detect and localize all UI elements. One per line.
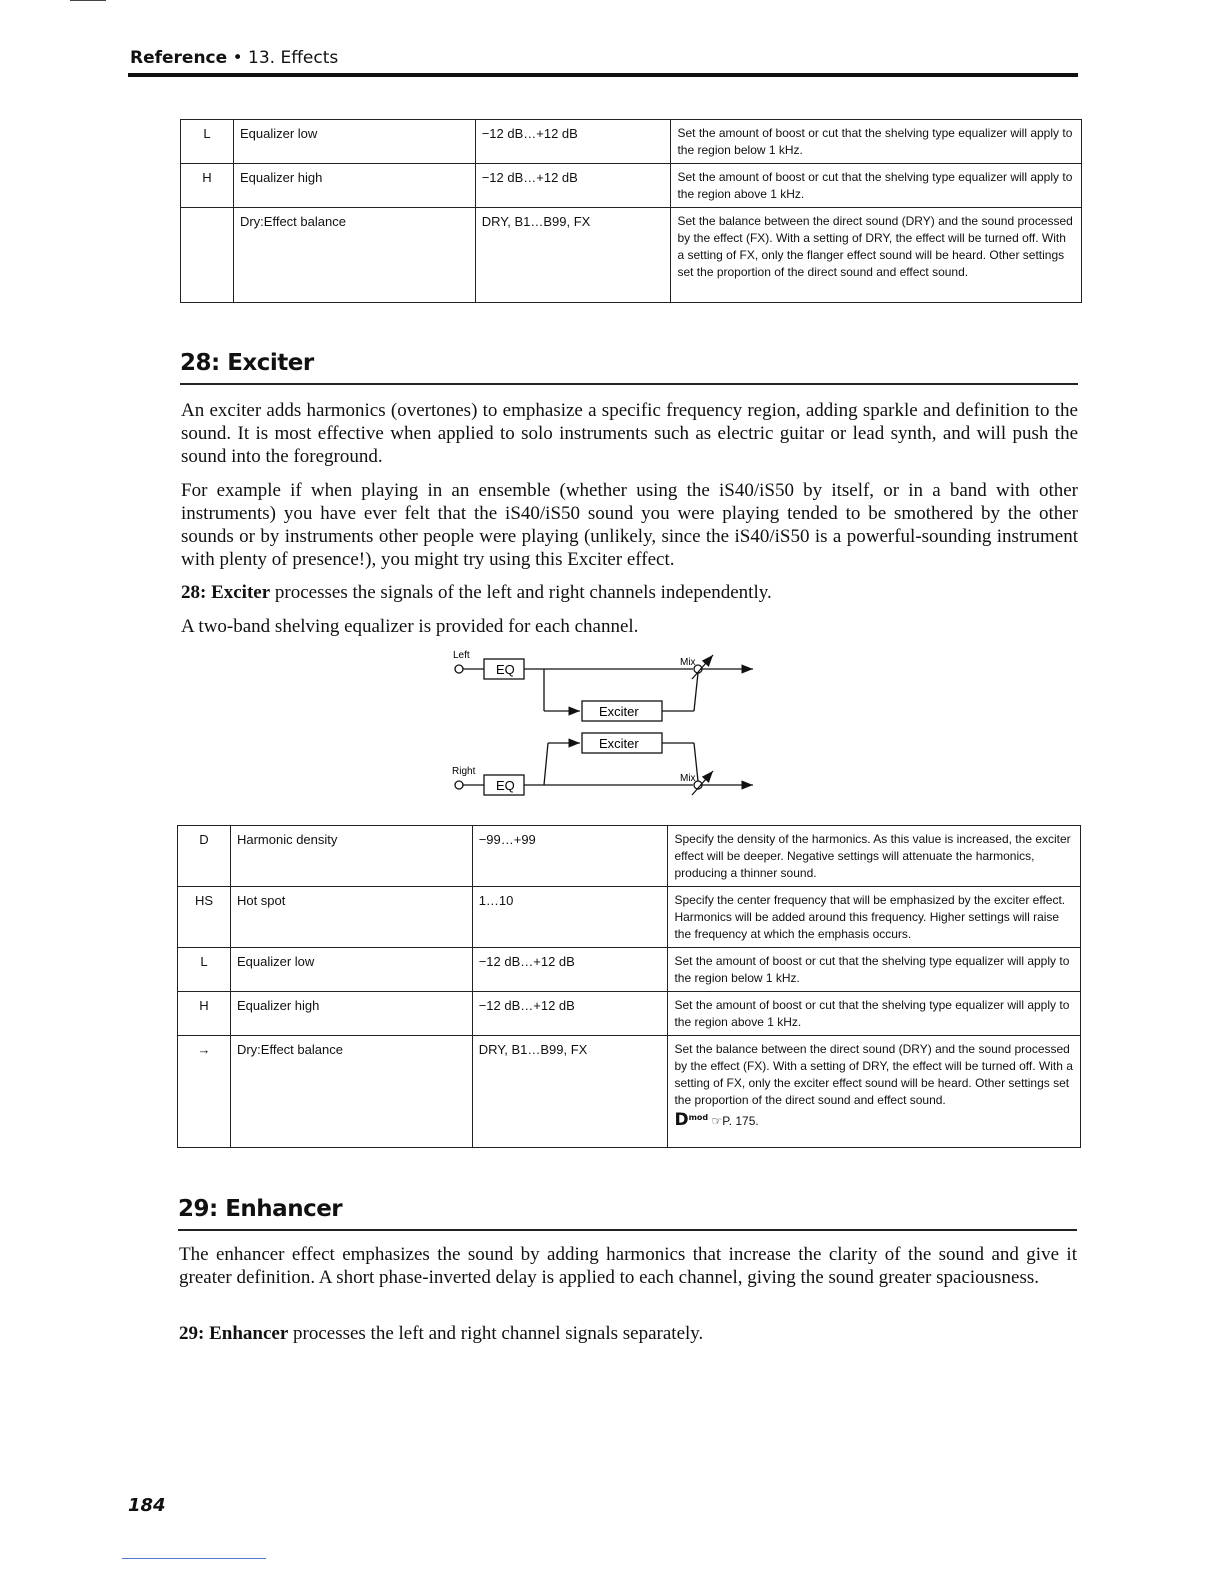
flanger-param-table <box>180 119 1082 303</box>
param-key: H <box>178 992 231 1036</box>
mix-left-label: Mix <box>680 657 696 668</box>
param-range: −12 dB…+12 dB <box>472 948 668 992</box>
param-desc: Set the amount of boost or cut that the shelving type equalizer will apply to the region above 1 kHz. <box>671 164 1082 208</box>
eq-left-label: EQ <box>496 662 515 677</box>
param-key: H <box>181 164 234 208</box>
param-name: Equalizer high <box>233 164 475 208</box>
paragraph-text: processes the left and right channel signals separately. <box>288 1323 704 1344</box>
param-desc: Specify the density of the harmonics. As this value is increased, the exciter effect will be deeper. Negative settings will attenuate the harmonics, producing a thinner sound. <box>668 826 1081 887</box>
exciter-paragraph-1: An exciter adds harmonics (overtones) to emphasize a specific frequency region, adding sparkle and definition to the sound. It is most effective when applied to solo instruments such as electric guitar or lead synth, and will push the sound into the foreground. <box>181 400 1078 467</box>
dmod-reference <box>674 1109 1074 1130</box>
running-header <box>130 48 338 68</box>
header-bullet: • <box>232 48 243 68</box>
param-name: Harmonic density <box>230 826 472 887</box>
exciter-param-table <box>177 825 1081 1148</box>
param-desc: Set the amount of boost or cut that the shelving type equalizer will apply to the region below 1 kHz. <box>668 948 1081 992</box>
footer-line <box>122 1558 266 1559</box>
table-row <box>178 826 1081 887</box>
param-key <box>181 208 234 303</box>
page-reference-link[interactable]: ☞P. 175. <box>711 1114 759 1128</box>
dmod-logo-sup: mod <box>688 1113 709 1122</box>
param-name: Dry:Effect balance <box>230 1036 472 1148</box>
exciter-paragraph-2: For example if when playing in an ensemble (whether using the iS40/iS50 by itself, or in a band with other instruments) you have ever felt that the iS40/iS50 sound you were playing tended to be smothered by the other sounds or by instruments other people were playing (unlikely, since the iS40/iS50 is a powerful-sounding instrument with plenty of presence!), you might try using this Exciter effect. <box>181 480 1078 570</box>
param-key: HS <box>178 887 231 948</box>
param-name: Equalizer low <box>233 120 475 164</box>
left-label: Left <box>453 650 470 661</box>
exciter-paragraph-4: A two-band shelving equalizer is provided for each channel. <box>181 616 639 637</box>
section-title-exciter: 28: Exciter <box>180 350 314 376</box>
param-desc: Set the amount of boost or cut that the shelving type equalizer will apply to the region above 1 kHz. <box>668 992 1081 1036</box>
param-key: D <box>178 826 231 887</box>
exciter-left-label: Exciter <box>599 704 639 719</box>
param-range: −12 dB…+12 dB <box>472 992 668 1036</box>
table-row <box>181 208 1082 303</box>
header-chapter: 13. Effects <box>248 48 339 68</box>
section-title-enhancer: 29: Enhancer <box>178 1196 343 1222</box>
enhancer-paragraph-2 <box>179 1322 1077 1345</box>
table-row <box>181 120 1082 164</box>
param-key: L <box>181 120 234 164</box>
param-range: 1…10 <box>472 887 668 948</box>
param-desc: Specify the center frequency that will be emphasized by the exciter effect. Harmonics will be added around this frequency. Higher settings will raise the frequency at which the emphasis occurs. <box>668 887 1081 948</box>
right-input-node <box>455 781 463 789</box>
page-number: 184 <box>128 1495 166 1516</box>
dmod-logo-letter: D <box>674 1110 689 1130</box>
param-range: −12 dB…+12 dB <box>475 164 671 208</box>
param-desc <box>668 1036 1081 1148</box>
exciter-right-label: Exciter <box>599 736 639 751</box>
table-row <box>178 1036 1081 1148</box>
table-row <box>178 948 1081 992</box>
top-edge-line <box>70 0 106 1</box>
exciter-block-diagram <box>448 645 778 810</box>
param-key: L <box>178 948 231 992</box>
table-row <box>178 992 1081 1036</box>
table-row <box>181 164 1082 208</box>
section-rule <box>178 1229 1077 1231</box>
header-rule <box>128 73 1078 77</box>
section-rule <box>180 383 1078 385</box>
left-input-node <box>455 665 463 673</box>
right-label: Right <box>452 766 476 777</box>
param-name: Hot spot <box>230 887 472 948</box>
param-range: DRY, B1…B99, FX <box>475 208 671 303</box>
enhancer-paragraph-1: The enhancer effect emphasizes the sound by adding harmonics that increase the clarity of the sound and give it greater definition. A short phase-inverted delay is applied to each channel, giving the sound greater spaciousness. <box>179 1244 1077 1288</box>
param-name: Dry:Effect balance <box>233 208 475 303</box>
effect-name: 28: Exciter <box>181 582 271 603</box>
param-range: −12 dB…+12 dB <box>475 120 671 164</box>
dry-effect-desc: Set the balance between the direct sound (DRY) and the sound processed by the effect (FX). With a setting of DRY, the effect will be turned off. With a setting of FX, only the exciter effect sound will be heard. Other settings set the proportion of the direct sound and effect sound. <box>674 1042 1073 1107</box>
param-name: Equalizer low <box>230 948 472 992</box>
effect-name: 29: Enhancer <box>179 1323 289 1344</box>
param-key: → <box>178 1036 231 1148</box>
param-range: −99…+99 <box>472 826 668 887</box>
header-section: Reference <box>130 48 228 68</box>
param-desc: Set the balance between the direct sound (DRY) and the sound processed by the effect (FX). With a setting of DRY, the effect will be turned off. With a setting of FX, only the flanger effect sound will be heard. Other settings set the proportion of the direct sound and effect sound. <box>671 208 1082 303</box>
param-desc: Set the amount of boost or cut that the shelving type equalizer will apply to the region below 1 kHz. <box>671 120 1082 164</box>
eq-right-label: EQ <box>496 778 515 793</box>
param-name: Equalizer high <box>230 992 472 1036</box>
table-row <box>178 887 1081 948</box>
exciter-paragraph-3 <box>181 581 1078 604</box>
mix-right-label: Mix <box>680 773 696 784</box>
paragraph-text: processes the signals of the left and right channels independently. <box>270 582 772 603</box>
param-range: DRY, B1…B99, FX <box>472 1036 668 1148</box>
